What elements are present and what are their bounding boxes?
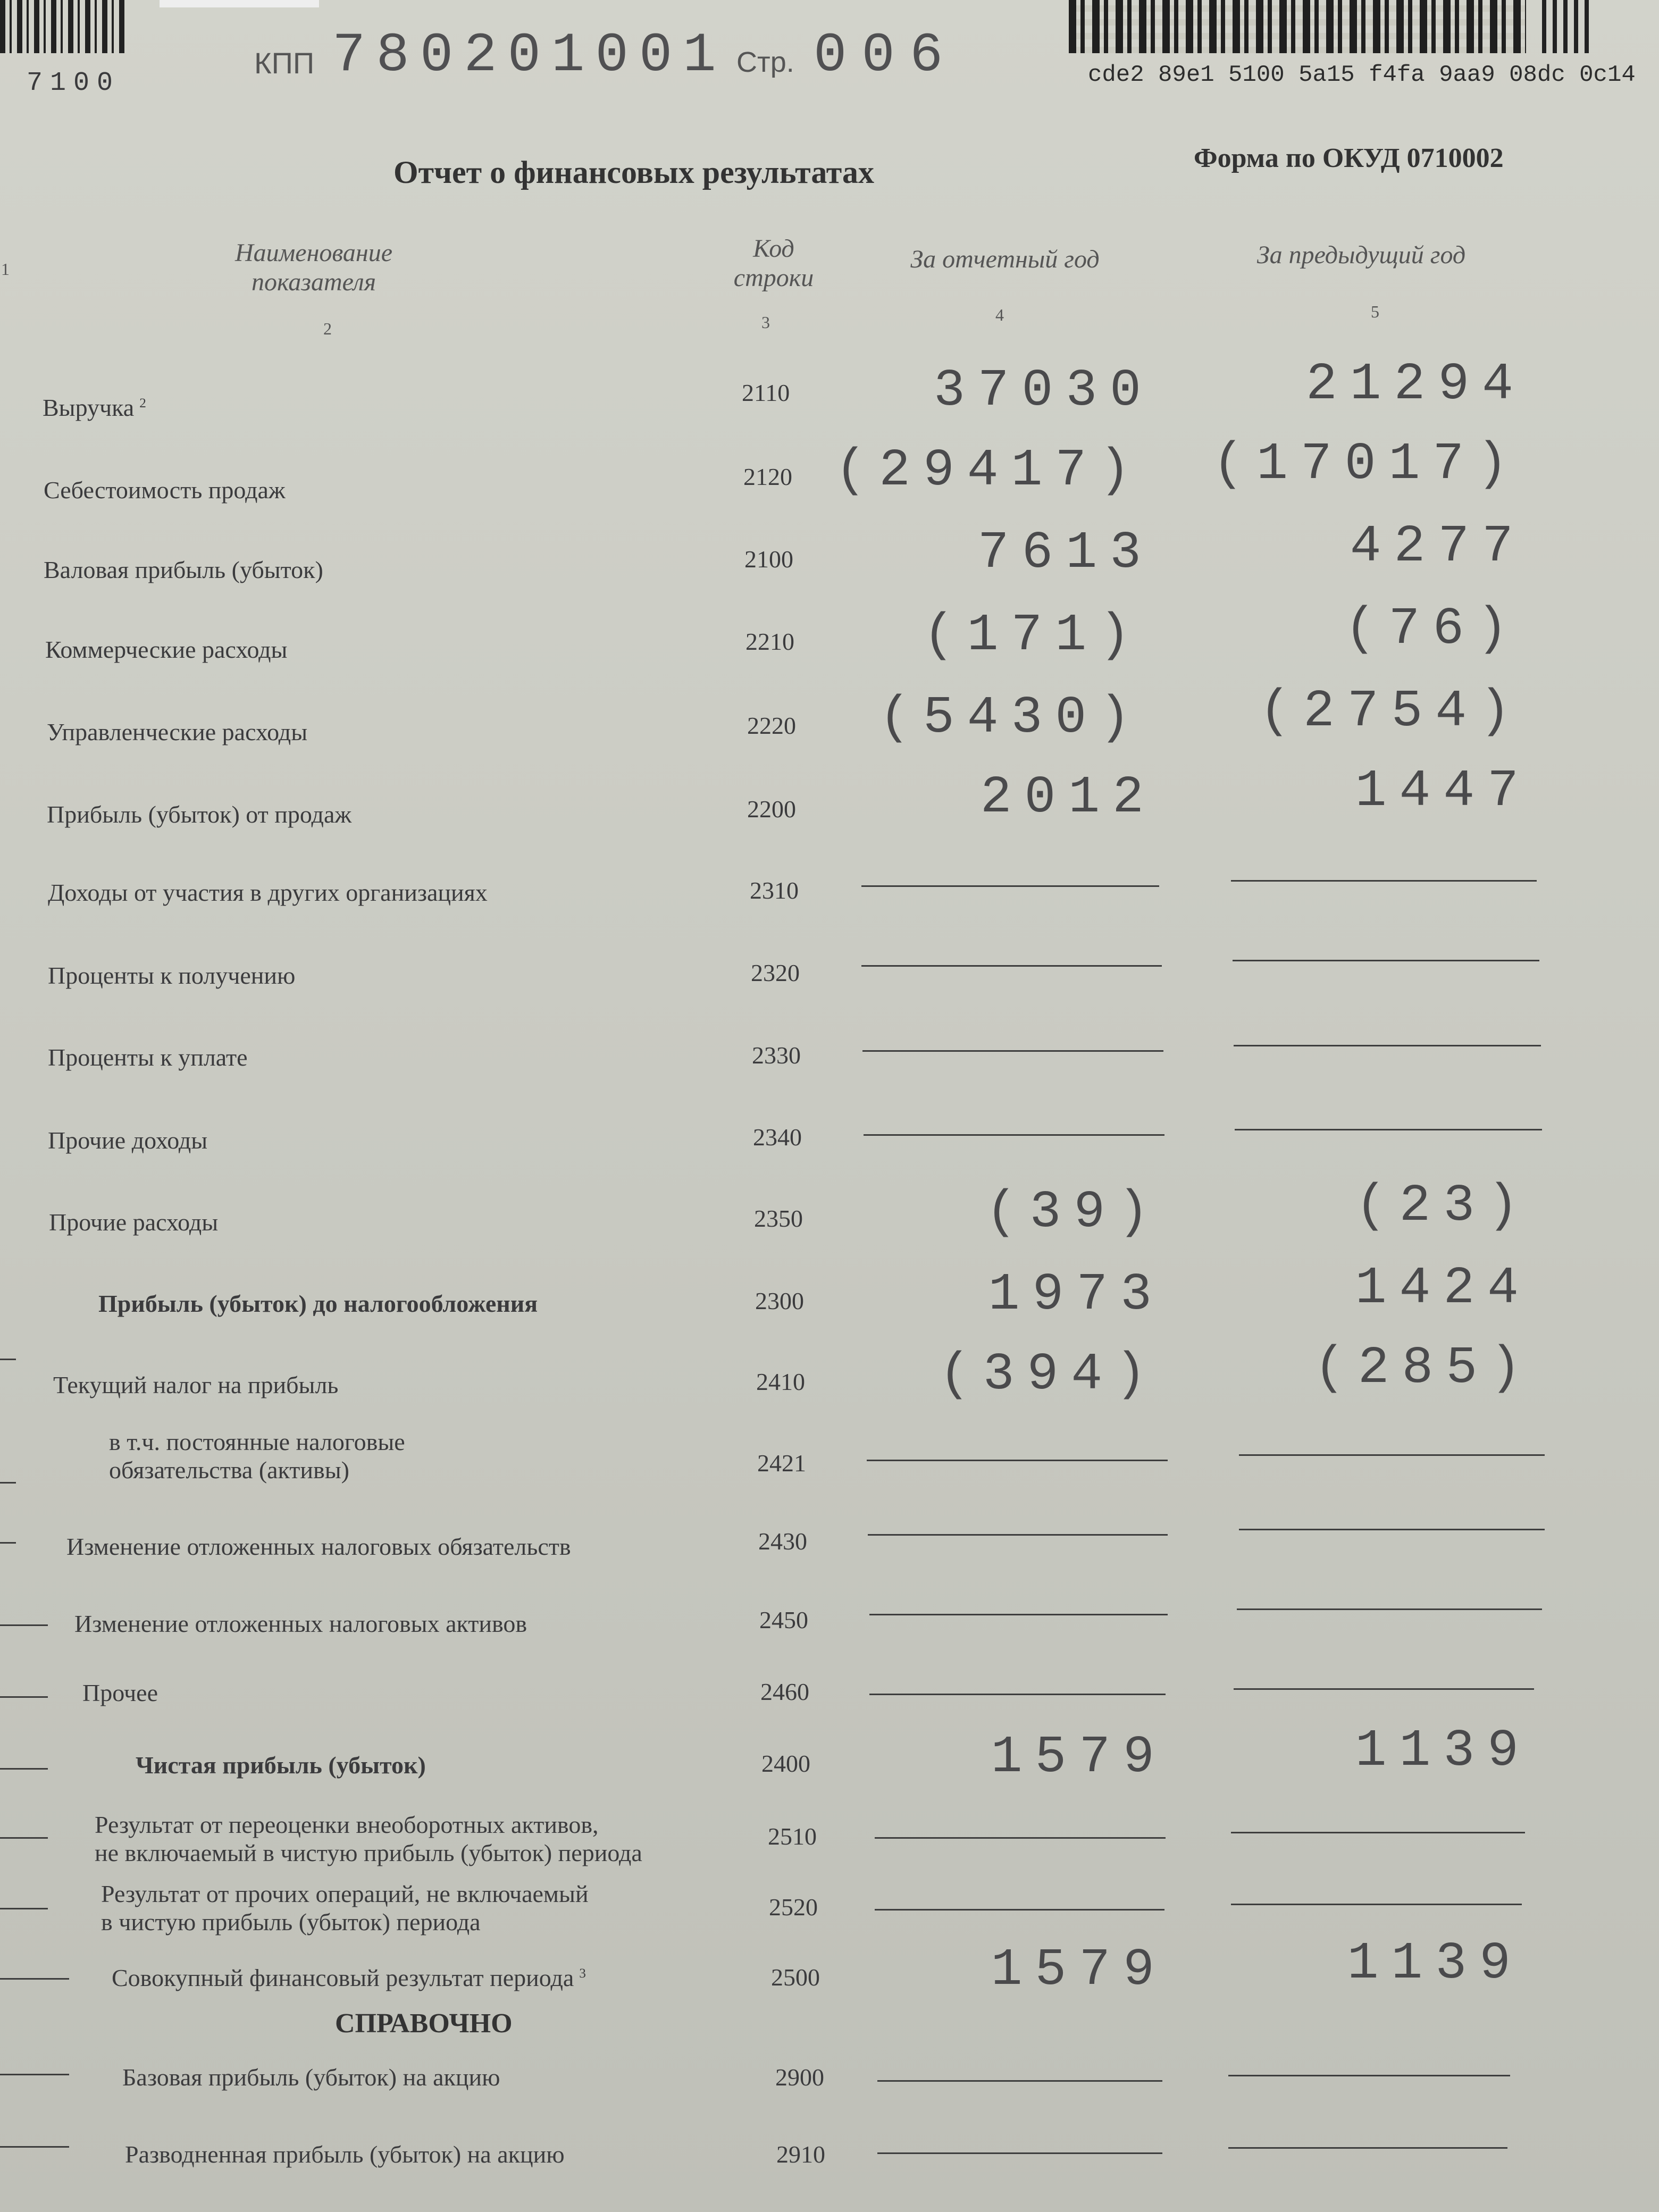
- value-previous-year: 1139: [1355, 1722, 1531, 1781]
- row-label: [53, 1371, 338, 1399]
- page-title: Отчет о финансовых результатах: [393, 155, 875, 190]
- row-label-text: Валовая прибыль (убыток): [44, 556, 323, 583]
- kpp-value: 780201001: [332, 24, 727, 87]
- row-code: 2410: [756, 1368, 805, 1395]
- row-label-text-line2: не включаемый в чистую прибыль (убыток) периода: [95, 1839, 642, 1866]
- row-code: 2400: [761, 1750, 810, 1777]
- row-label-text: Разводненная прибыль (убыток) на акцию: [125, 2141, 565, 2168]
- value-current-year: 2012: [980, 768, 1157, 827]
- row-code: 2910: [776, 2141, 825, 2168]
- row-label-text-line2: в чистую прибыль (убыток) периода: [101, 1908, 481, 1936]
- row-code: 2900: [775, 2064, 824, 2091]
- empty-value-previous-year: [1234, 1688, 1534, 1690]
- empty-value-previous-year: [1234, 1045, 1541, 1046]
- row-label-text: Изменение отложенных налоговых активов: [74, 1610, 527, 1637]
- empty-value-previous-year: [1233, 960, 1539, 961]
- empty-value-current-year: [864, 1134, 1164, 1136]
- row-label-text: Прочие расходы: [49, 1209, 219, 1236]
- margin-tick: [0, 1624, 48, 1626]
- value-previous-year: 21294: [1305, 355, 1526, 414]
- kpp-label: КПП: [254, 46, 315, 80]
- footnote-mark: 3: [579, 1965, 586, 1981]
- value-previous-year: 1447: [1355, 762, 1531, 821]
- row-label-text: Изменение отложенных налоговых обязательств: [66, 1533, 571, 1560]
- row-label: [49, 1208, 218, 1236]
- row-label-text: Результат от прочих операций, не включаемый: [101, 1880, 589, 1907]
- row-label: [125, 2140, 565, 2168]
- row-code: 2460: [760, 1678, 809, 1705]
- document-hash: cde2 89e1 5100 5a15 f4fa 9aa9 08dc 0c14: [1088, 62, 1636, 88]
- value-previous-year: 1139: [1347, 1934, 1523, 1993]
- margin-tick: [0, 2074, 69, 2075]
- row-code: 2100: [744, 546, 793, 573]
- row-code: 2310: [750, 877, 799, 904]
- value-current-year: (5430): [879, 689, 1143, 748]
- empty-value-current-year: [877, 2152, 1162, 2154]
- row-code: 2300: [755, 1287, 804, 1314]
- column-code-line1: Код: [753, 234, 794, 263]
- value-previous-year: 4277: [1350, 517, 1526, 576]
- value-previous-year: 1424: [1355, 1259, 1531, 1318]
- empty-value-previous-year: [1239, 1454, 1545, 1456]
- row-label: [66, 1532, 571, 1561]
- empty-value-previous-year: [1239, 1529, 1545, 1530]
- row-code: 2200: [747, 795, 796, 823]
- empty-value-previous-year: [1228, 2147, 1507, 2149]
- empty-value-current-year: [875, 1909, 1164, 1911]
- row-label: [112, 1964, 586, 1992]
- column-3-number: 3: [761, 313, 770, 332]
- value-current-year: (39): [985, 1183, 1162, 1242]
- row-label-text: Проценты к уплате: [48, 1044, 248, 1071]
- margin-tick: [0, 1542, 16, 1544]
- row-code: 2500: [771, 1964, 820, 1991]
- empty-value-current-year: [862, 1050, 1163, 1052]
- row-code: 2450: [759, 1606, 808, 1633]
- empty-value-previous-year: [1237, 1608, 1542, 1610]
- row-code: 2340: [753, 1124, 802, 1151]
- row-code: 2510: [768, 1823, 817, 1850]
- row-label-text: Результат от переоценки внеоборотных активов,: [95, 1811, 599, 1838]
- row-label-text: Управленческие расходы: [47, 718, 308, 745]
- value-current-year: (171): [923, 606, 1143, 665]
- row-label-text: Доходы от участия в других организациях: [48, 879, 488, 906]
- row-label: [45, 635, 287, 664]
- row-label: [48, 961, 295, 990]
- row-label-text: Прибыль (убыток) от продаж: [47, 801, 352, 828]
- footnote-mark: 2: [139, 395, 146, 410]
- value-current-year: 1973: [988, 1266, 1164, 1325]
- margin-tick: [0, 1768, 48, 1770]
- row-label-text: в т.ч. постоянные налоговые: [109, 1428, 405, 1455]
- row-label-text: Прибыль (убыток) до налогообложения: [98, 1290, 538, 1317]
- value-current-year: (29417): [835, 441, 1143, 500]
- value-current-year: (394): [939, 1345, 1159, 1404]
- empty-value-current-year: [869, 1694, 1166, 1695]
- row-label-text-line2: обязательства (активы): [109, 1456, 349, 1484]
- row-code: 2430: [758, 1528, 807, 1555]
- empty-value-current-year: [869, 1614, 1168, 1615]
- empty-value-current-year: [875, 1837, 1166, 1839]
- margin-tick: [0, 1482, 16, 1484]
- column-current-header: За отчетный год: [910, 245, 1100, 273]
- margin-tick: [0, 1837, 48, 1839]
- barcode-right: [1069, 0, 1526, 53]
- row-code: 2330: [752, 1042, 801, 1069]
- empty-value-previous-year: [1231, 880, 1537, 882]
- value-current-year: 1579: [991, 1728, 1167, 1787]
- empty-value-previous-year: [1231, 1904, 1522, 1905]
- value-previous-year: (17017): [1212, 435, 1521, 494]
- row-label: [136, 1751, 426, 1779]
- column-name-header: [181, 238, 447, 297]
- column-code-header: [713, 234, 835, 292]
- row-label: [48, 1126, 207, 1154]
- empty-value-previous-year: [1228, 2075, 1510, 2076]
- row-label: [74, 1610, 527, 1638]
- empty-value-previous-year: [1231, 1832, 1525, 1833]
- row-label: [101, 1880, 589, 1936]
- row-label: [95, 1811, 642, 1867]
- empty-value-current-year: [867, 1460, 1168, 1461]
- page-number: 006: [814, 24, 958, 87]
- row-label-text: Коммерческие расходы: [45, 636, 288, 663]
- column-name-line1: Наименование: [234, 239, 393, 267]
- column-code-line2: строки: [733, 264, 814, 292]
- empty-value-previous-year: [1235, 1129, 1542, 1130]
- row-code: 2350: [754, 1205, 803, 1232]
- row-label-text: Прочие доходы: [48, 1127, 208, 1154]
- column-1-number: 1: [1, 259, 10, 279]
- row-label-text: Себестоимость продаж: [44, 476, 286, 504]
- row-label-text: Базовая прибыль (убыток) на акцию: [122, 2064, 500, 2091]
- row-label-text: Текущий налог на прибыль: [53, 1371, 339, 1398]
- empty-value-current-year: [877, 2080, 1162, 2082]
- row-label: [44, 556, 323, 584]
- empty-value-current-year: [868, 1534, 1168, 1536]
- row-label: [98, 1289, 538, 1318]
- row-code: 2520: [769, 1893, 818, 1921]
- row-label-text: Чистая прибыль (убыток): [136, 1752, 426, 1779]
- row-label: [47, 718, 307, 746]
- margin-tick: [0, 1908, 48, 1909]
- paper-edge: [160, 0, 319, 7]
- row-label-text: Прочее: [82, 1679, 158, 1706]
- row-label: [48, 878, 488, 907]
- column-previous-header: За предыдущий год: [1256, 241, 1466, 269]
- row-label-text: Совокупный финансовый результат периода: [112, 1964, 574, 1991]
- row-code: 2421: [757, 1449, 806, 1477]
- row-label: [122, 2063, 500, 2091]
- okud-code: Форма по ОКУД 0710002: [1194, 143, 1504, 173]
- row-code: 2210: [745, 628, 794, 655]
- value-current-year: 37030: [933, 362, 1154, 421]
- column-4-number: 4: [995, 305, 1004, 324]
- column-name-line2: показателя: [252, 268, 376, 296]
- row-code: 2110: [742, 379, 790, 406]
- page-label: Стр.: [736, 46, 794, 78]
- value-previous-year: (285): [1313, 1339, 1534, 1398]
- row-label: [109, 1428, 405, 1484]
- barcode-right-edge: [1542, 0, 1595, 53]
- row-label: [43, 393, 146, 422]
- row-label-text: Выручка: [43, 394, 135, 421]
- row-code: 2120: [743, 463, 792, 490]
- empty-value-current-year: [861, 885, 1159, 887]
- empty-value-current-year: [861, 965, 1162, 967]
- margin-tick: [0, 1696, 48, 1698]
- value-current-year: 7613: [977, 524, 1154, 583]
- value-previous-year: (76): [1344, 600, 1521, 659]
- form-code: 7100: [27, 68, 121, 98]
- row-label: [82, 1679, 158, 1707]
- row-code: 2320: [751, 959, 800, 986]
- row-label: [48, 1043, 248, 1071]
- margin-tick: [0, 1978, 69, 1980]
- column-2-number: 2: [323, 319, 332, 338]
- row-label-text: Проценты к получению: [48, 962, 296, 989]
- value-current-year: 1579: [991, 1941, 1167, 2000]
- barcode-left: [0, 0, 128, 53]
- value-previous-year: (23): [1355, 1177, 1531, 1236]
- row-label: [47, 800, 351, 828]
- margin-tick: [0, 2146, 69, 2148]
- value-previous-year: (2754): [1259, 682, 1523, 741]
- row-label: [44, 476, 286, 504]
- column-5-number: 5: [1371, 302, 1379, 321]
- margin-tick: [0, 1359, 16, 1360]
- row-code: 2220: [747, 712, 796, 739]
- spravochno-heading: СПРАВОЧНО: [335, 2008, 513, 2039]
